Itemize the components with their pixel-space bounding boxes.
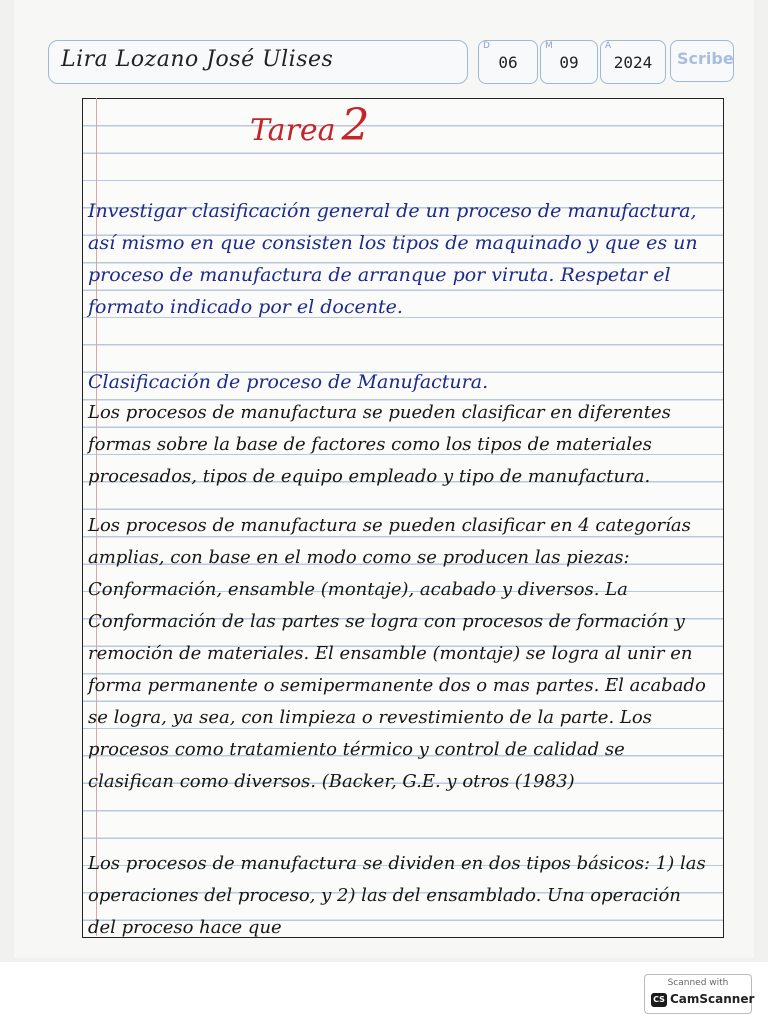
watermark-caption: Scanned with: [667, 978, 729, 988]
name-field: [48, 40, 468, 84]
scribe-logo-text: Scribe: [677, 49, 734, 68]
section-heading: Clasificación de proceso de Manufactura.: [88, 371, 489, 393]
date-year-box: [600, 40, 666, 84]
date-month-box: [540, 40, 598, 84]
paragraph-2: Los procesos de manufactura se pueden clasificar en 4 categorías amplias, con base en el modo como se producen las piezas: Conformación, ensamble (montaje), acabado y diversos. La Conformación de las partes se logra con procesos de formación y remoción de materiales. El ensamble (montaje) se logra al unir en forma permanente o semipermanente dos o mas partes. El acabado se logra, ya sea, con limpieza o revestimiento de la parte. Los procesos como tratamiento térmico y control de calidad se clasifican como diversos. (Backer, G.E. y otros (1983): [88, 515, 706, 792]
scribe-logo: [670, 40, 734, 82]
watermark-brand: CamScanner: [670, 992, 755, 1006]
instructions-text: Investigar clasificación general de un proceso de manufactura, así mismo en que consisten los tipos de maquinado y que es un proceso de manufactura de arranque por viruta. Respetar el formato indicado por el docente.: [88, 200, 698, 318]
date-year-value: 2024: [613, 53, 653, 72]
title-word: Tarea: [250, 113, 336, 148]
date-day-key: D: [483, 41, 490, 51]
date-year-key: A: [605, 41, 612, 51]
title-number: 2: [341, 100, 370, 151]
assignment-title: [250, 100, 370, 151]
date-month-value: 09: [559, 53, 579, 72]
paragraph-3: Los procesos de manufactura se dividen en dos tipos básicos: 1) las operaciones del proceso, y 2) las del ensamblado. Una operación del proceso hace que: [88, 853, 706, 938]
date-month-key: M: [545, 41, 553, 51]
date-day-box: [478, 40, 538, 84]
paragraph-1: Los procesos de manufactura se pueden clasificar en diferentes formas sobre la base de factores como los tipos de materiales procesados, tipos de equipo empleado y tipo de manufactura.: [88, 402, 671, 487]
camscanner-logo-icon: CS: [651, 993, 667, 1007]
camscanner-watermark: [644, 974, 755, 1014]
date-day-value: 06: [498, 53, 518, 72]
student-name: Lira Lozano José Ulises: [61, 47, 334, 72]
